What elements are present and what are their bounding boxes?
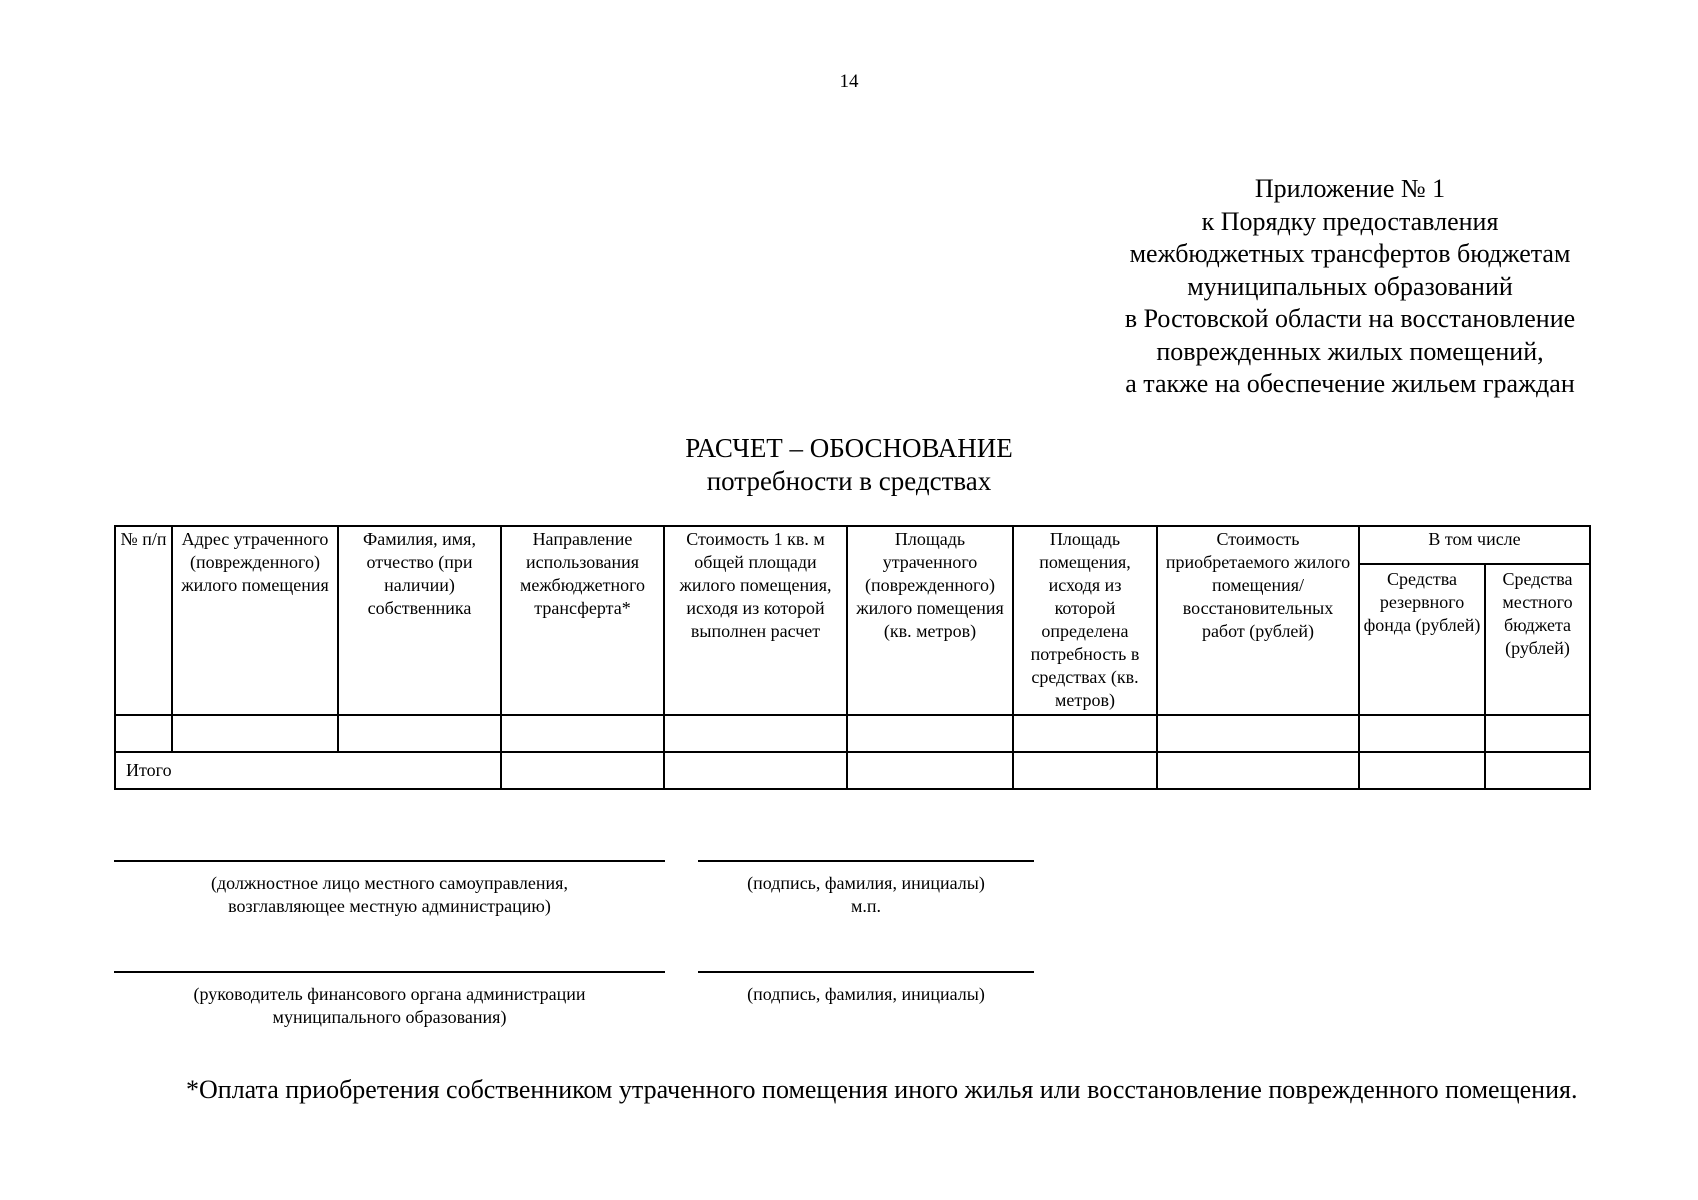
calculation-table [114,525,1591,790]
official-signature-line [114,860,665,862]
appendix-line: а также на обеспечение жильем граждан [1125,369,1575,398]
header-reserve-fund: Средства резервного фонда (рублей) [1359,564,1485,715]
total-row [115,752,1590,789]
official-caption-line: возглавляющее местную администрацию) [228,896,551,916]
table-cell [664,715,847,752]
appendix-line: в Ростовской области на восстановление [1124,304,1576,333]
finance-sign-line [698,971,1034,973]
table-cell [338,715,501,752]
table-cell [1013,752,1157,789]
table-cell [847,715,1013,752]
sign-caption: (подпись, фамилия, инициалы) [747,984,985,1004]
header-address: Адрес утраченного (поврежденного) жилого помещения [172,526,338,715]
header-cost-total: Стоимость приобретаемого жилого помещения/ восстановительных работ (рублей) [1157,526,1359,715]
table-row [115,715,1590,752]
page-number: 14 [839,71,859,92]
header-including: В том числе [1359,526,1590,564]
finance-caption [114,983,665,1029]
footnote: *Оплата приобретения собственником утраченного помещения иного жилья или восстановление поврежденного помещения. [186,1075,1578,1104]
total-label: Итого [115,752,501,789]
table-cell [847,752,1013,789]
table-cell [501,752,664,789]
title-main: РАСЧЕТ – ОБОСНОВАНИЕ [685,433,1013,463]
header-direction: Направление использования межбюджетного трансферта* [501,526,664,715]
finance-caption-line: (руководитель финансового органа администрации [193,984,586,1004]
official-sign-line [698,860,1034,862]
table-cell [1359,715,1485,752]
finance-caption-line: муниципального образования) [272,1007,507,1027]
table-cell [115,715,172,752]
header-local-budget: Средства местного бюджета (рублей) [1485,564,1590,715]
appendix-header [1070,173,1630,401]
sign-caption: (подпись, фамилия, инициалы) [747,873,985,893]
header-lost-area: Площадь утраченного (поврежденного) жилого помещения (кв. метров) [847,526,1013,715]
table-cell [1485,752,1590,789]
table-cell [1359,752,1485,789]
header-num: № п/п [115,526,172,715]
appendix-line: муниципальных образований [1187,271,1513,301]
table-cell [1157,752,1359,789]
table-cell [1013,715,1157,752]
appendix-line: к Порядку предоставления [1201,206,1499,236]
official-sign-caption [698,872,1034,918]
official-caption [114,872,665,918]
table-cell [1157,715,1359,752]
table-cell [664,752,847,789]
appendix-line: поврежденных жилых помещений, [1156,336,1544,366]
header-owner: Фамилия, имя, отчество (при наличии) собственника [338,526,501,715]
finance-signature-line [114,971,665,973]
finance-sign-caption [698,983,1034,1006]
appendix-line: межбюджетных трансфертов бюджетам [1129,239,1571,268]
appendix-line: Приложение № 1 [1254,174,1446,203]
document-title [0,432,1698,498]
official-caption-line: (должностное лицо местного самоуправления, [211,873,568,893]
table-cell [1485,715,1590,752]
header-cost-per-sqm: Стоимость 1 кв. м общей площади жилого помещения, исходя из которой выполнен расчет [664,526,847,715]
header-need-area: Площадь помещения, исходя из которой определена потребность в средствах (кв. метров) [1013,526,1157,715]
stamp-label: м.п. [850,896,882,916]
table-cell [172,715,338,752]
title-sub: потребности в средствах [706,466,992,496]
table-cell [501,715,664,752]
